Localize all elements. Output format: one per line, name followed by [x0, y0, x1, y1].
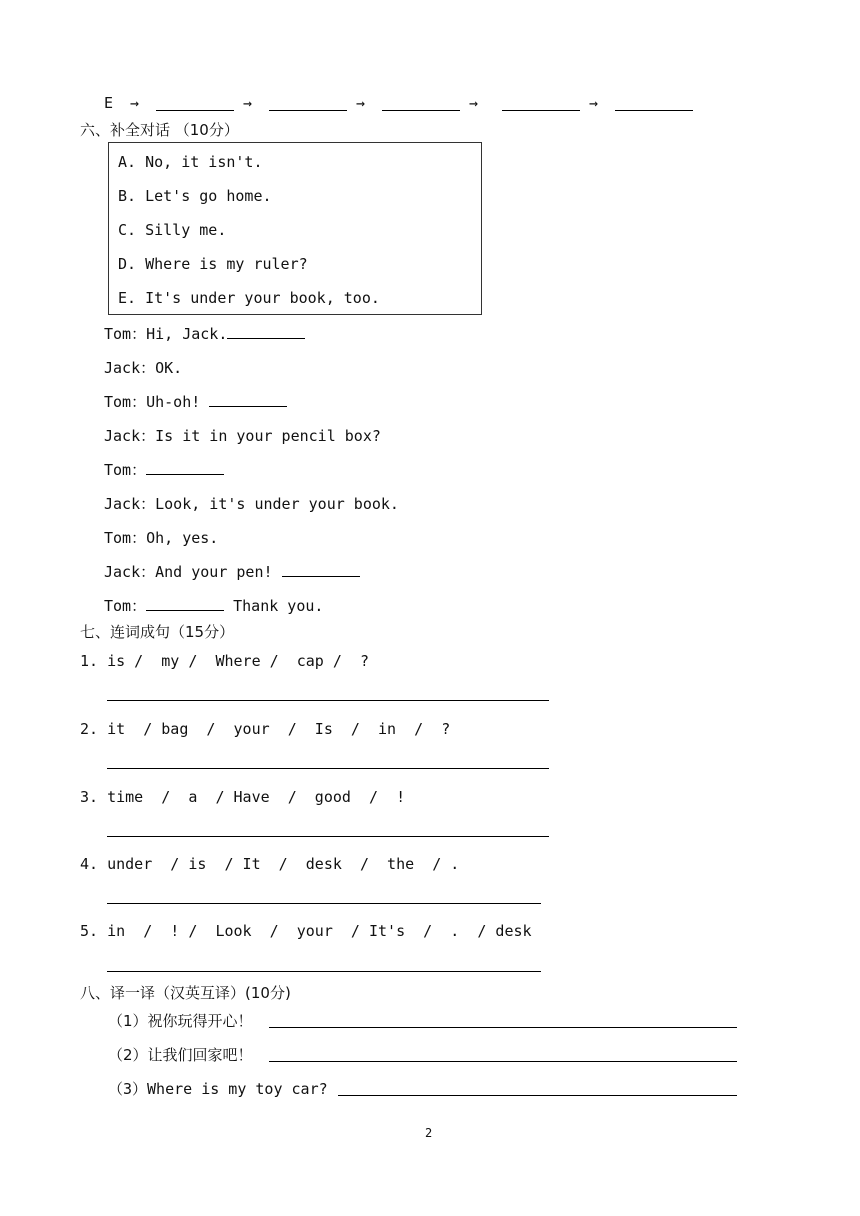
- section7-heading: 七、连词成句（15分）: [80, 623, 235, 641]
- sequence-blank[interactable]: [156, 110, 234, 111]
- sequence-blank[interactable]: [502, 110, 580, 111]
- page-number: 2: [425, 1126, 433, 1140]
- translate-item: （3）Where is my toy car?: [108, 1080, 328, 1098]
- answer-line[interactable]: [338, 1095, 737, 1096]
- answer-blank[interactable]: [146, 460, 224, 475]
- arrow-icon: →: [356, 94, 366, 112]
- answer-line[interactable]: [107, 700, 549, 701]
- option-e: E. It's under your book, too.: [118, 289, 380, 307]
- scramble-item: 1. is / my / Where / cap / ?: [80, 652, 369, 670]
- dialogue-line: [104, 562, 360, 582]
- option-c: C. Silly me.: [118, 221, 227, 239]
- answer-blank[interactable]: [227, 324, 305, 339]
- dialogue-text: Thank you.: [224, 597, 324, 615]
- arrow-icon: →: [469, 94, 479, 112]
- scramble-item: 4. under / is / It / desk / the / .: [80, 855, 460, 873]
- answer-line[interactable]: [107, 903, 541, 904]
- answer-blank[interactable]: [282, 562, 360, 577]
- options-box: [108, 142, 482, 315]
- dialogue-text: Tom：: [104, 461, 147, 479]
- answer-line[interactable]: [107, 768, 549, 769]
- arrow-icon: →: [243, 94, 253, 112]
- option-d: D. Where is my ruler?: [118, 255, 308, 273]
- arrow-icon: →: [130, 94, 140, 112]
- dialogue-line: [104, 494, 399, 514]
- dialogue-text: Tom：: [104, 597, 147, 615]
- answer-line[interactable]: [107, 836, 549, 837]
- dialogue-line: [104, 460, 224, 480]
- answer-line[interactable]: [269, 1027, 737, 1028]
- scramble-item: 3. time / a / Have / good / !: [80, 788, 406, 806]
- sequence-blank[interactable]: [382, 110, 460, 111]
- dialogue-line: [104, 358, 182, 378]
- dialogue-line: [104, 426, 381, 446]
- dialogue-text: Tom：Oh, yes.: [104, 529, 219, 547]
- answer-line[interactable]: [269, 1061, 737, 1062]
- section6-heading: 六、补全对话 （10分）: [80, 121, 239, 139]
- answer-blank[interactable]: [146, 596, 224, 611]
- dialogue-text: Tom：Hi, Jack.: [104, 325, 228, 343]
- dialogue-line: [104, 596, 323, 616]
- dialogue-line: [104, 324, 305, 344]
- dialogue-text: Tom：Uh-oh!: [104, 393, 210, 411]
- dialogue-text: Jack：Is it in your pencil box?: [104, 427, 381, 445]
- dialogue-line: [104, 528, 218, 548]
- scramble-item: 5. in / ! / Look / your / It's / . / desk: [80, 922, 532, 940]
- dialogue-text: Jack：OK.: [104, 359, 183, 377]
- section8-heading: 八、译一译（汉英互译）(10分): [80, 984, 291, 1002]
- scramble-item: 2. it / bag / your / Is / in / ?: [80, 720, 451, 738]
- answer-blank[interactable]: [209, 392, 287, 407]
- dialogue-text: Jack：Look, it's under your book.: [104, 495, 399, 513]
- option-b: B. Let's go home.: [118, 187, 272, 205]
- dialogue-line: [104, 392, 287, 412]
- option-a: A. No, it isn't.: [118, 153, 263, 171]
- translate-item: （1）祝你玩得开心！: [108, 1012, 253, 1030]
- sequence-blank[interactable]: [269, 110, 347, 111]
- translate-item: （2）让我们回家吧！: [108, 1046, 253, 1064]
- dialogue-text: Jack：And your pen!: [104, 563, 282, 581]
- sequence-blank[interactable]: [615, 110, 693, 111]
- sequence-start: E: [104, 94, 114, 112]
- arrow-icon: →: [589, 94, 599, 112]
- answer-line[interactable]: [107, 971, 541, 972]
